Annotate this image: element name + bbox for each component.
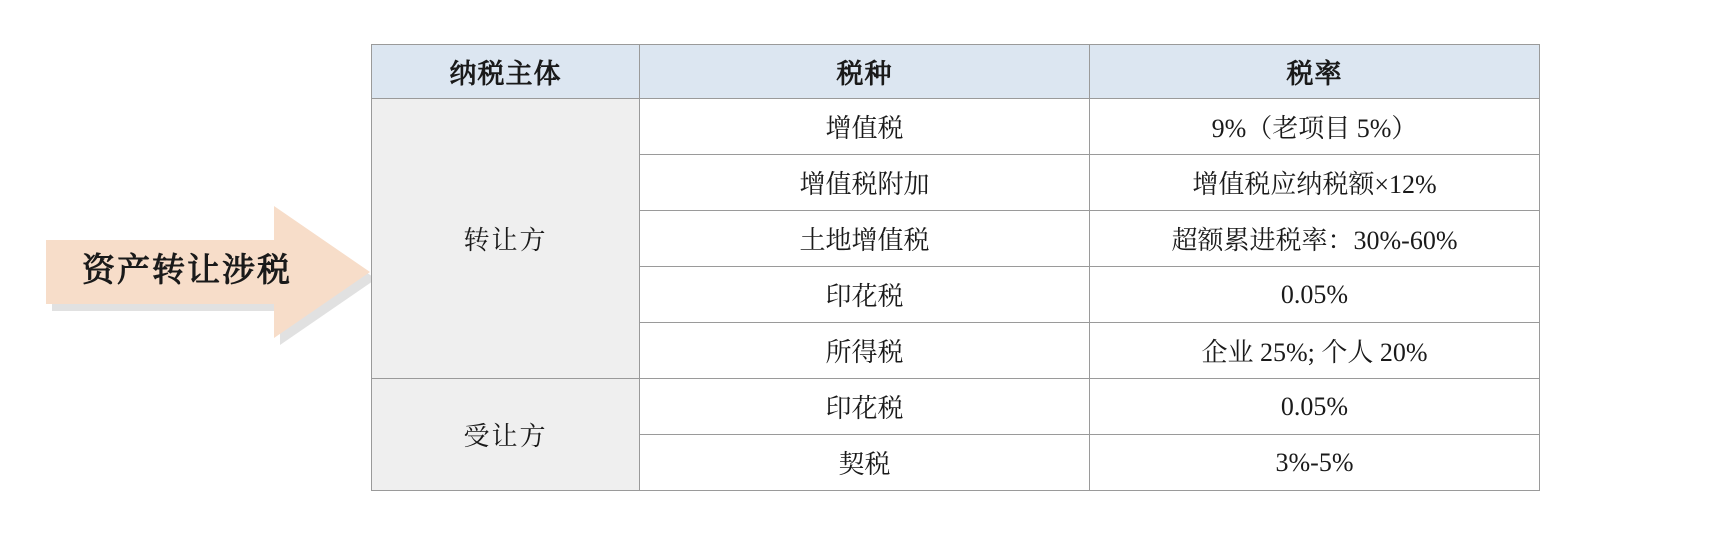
tax-rate-cell: 0.05%: [1090, 267, 1540, 323]
party-cell-transferee: 受让方: [372, 379, 640, 491]
table-row: [372, 99, 1540, 155]
column-header-tax-type: 税种: [640, 45, 1090, 99]
arrow-callout-label: 资产转让涉税: [82, 253, 292, 289]
tax-type-cell: 契税: [640, 435, 1090, 491]
tax-type-cell: 印花税: [640, 267, 1090, 323]
party-cell-transferor: 转让方: [372, 99, 640, 379]
tax-type-cell: 土地增值税: [640, 211, 1090, 267]
table-header: [372, 45, 1540, 99]
column-header-party: 纳税主体: [372, 45, 640, 99]
arrow-callout: [36, 192, 376, 357]
tax-rate-cell: 增值税应纳税额×12%: [1090, 155, 1540, 211]
tax-table-container: [371, 44, 1540, 491]
tax-rate-cell: 超额累进税率：30%-60%: [1090, 211, 1540, 267]
tax-rate-cell: 0.05%: [1090, 379, 1540, 435]
tax-rate-cell: 9%（老项目 5%）: [1090, 99, 1540, 155]
table-row: [372, 379, 1540, 435]
tax-table: [371, 44, 1540, 491]
tax-rate-cell: 企业 25%; 个人 20%: [1090, 323, 1540, 379]
tax-type-cell: 增值税: [640, 99, 1090, 155]
tax-type-cell: 印花税: [640, 379, 1090, 435]
column-header-tax-rate: 税率: [1090, 45, 1540, 99]
tax-type-cell: 所得税: [640, 323, 1090, 379]
table-header-row: [372, 45, 1540, 99]
table-body: [372, 99, 1540, 491]
tax-rate-cell: 3%-5%: [1090, 435, 1540, 491]
tax-type-cell: 增值税附加: [640, 155, 1090, 211]
